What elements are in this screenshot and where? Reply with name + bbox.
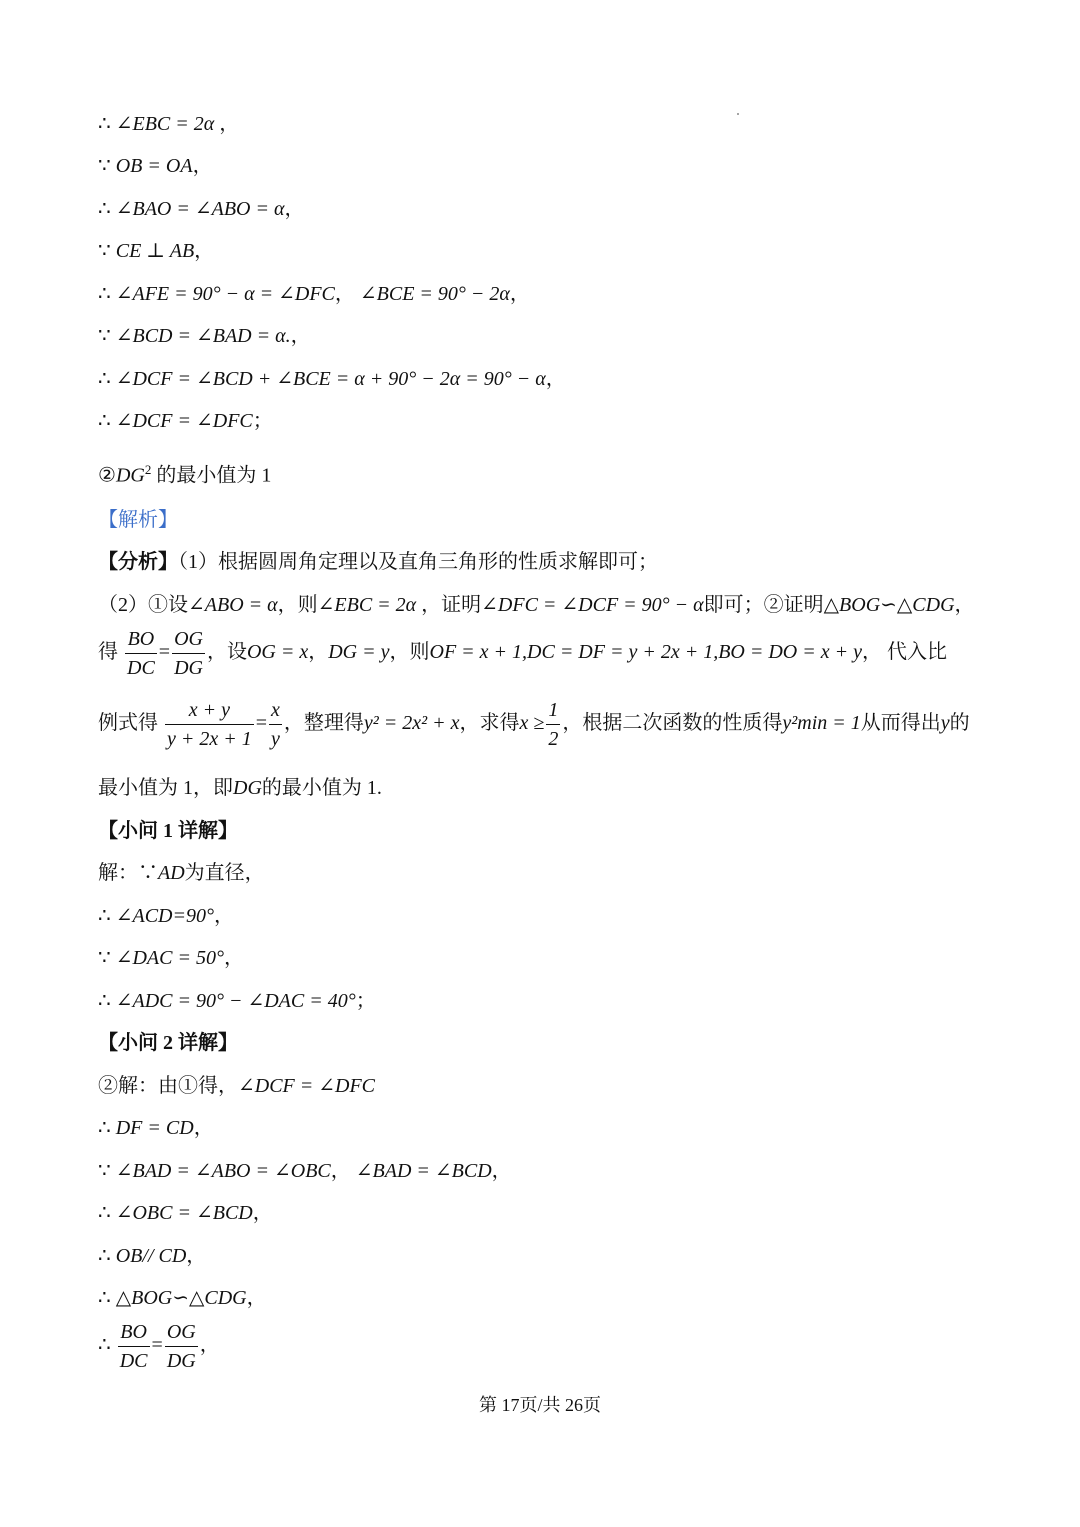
punct: ，	[194, 240, 215, 262]
text: 的	[949, 712, 970, 735]
math-expression: ∠BCE = 90° − 2α	[359, 283, 510, 305]
circled-number: ②	[98, 464, 116, 487]
punct: ；	[252, 410, 273, 432]
fraction-x-y	[269, 696, 282, 753]
text: ，求得	[459, 712, 520, 735]
text: ，证明	[416, 594, 482, 616]
because-symbol: ∵	[98, 325, 111, 347]
because-symbol: ∵	[98, 1160, 111, 1182]
numerator: OG	[172, 625, 205, 654]
fraction-og-dg	[172, 625, 205, 682]
text: 为直径，	[184, 862, 265, 884]
denominator: DC	[127, 657, 155, 679]
math-expression: OF = x + 1,DC = DF = y + 2x + 1,BO = DO = x + y	[429, 641, 862, 664]
analysis-line-5	[98, 774, 382, 802]
proof-line-7	[98, 365, 566, 393]
math-expression: ∠DAC = 50°	[115, 947, 224, 969]
math-expression: ∠EBC = 2α	[317, 594, 417, 616]
math-expression: ∠BAD = ∠ABO = ∠OBC	[115, 1160, 331, 1182]
punct: ，	[214, 113, 240, 135]
because-symbol: ∵	[98, 947, 111, 969]
jiexi-heading: 【解析】	[98, 509, 178, 531]
math-expression: ∠BCD = ∠BAD = α.	[115, 325, 291, 347]
q2-line-4	[98, 1199, 273, 1227]
q1-line-3	[98, 944, 244, 972]
text: （2）①设	[98, 594, 188, 616]
math-expression: △BOG∽△CDG	[115, 1287, 247, 1309]
math-expression: OG = x	[246, 641, 309, 664]
text: 从而得出	[860, 712, 941, 735]
text: ，	[308, 641, 329, 664]
punct: ，	[199, 1334, 220, 1357]
therefore-symbol: ∴	[98, 905, 111, 927]
therefore-symbol: ∴	[98, 198, 111, 220]
text: ，则	[277, 594, 318, 616]
denominator: y	[271, 728, 280, 750]
q2-heading: 【小问 2 详解】	[98, 1032, 238, 1054]
text: ，整理得	[283, 712, 364, 735]
math-expression: DG	[115, 464, 145, 487]
numerator: x	[269, 696, 282, 725]
therefore-symbol: ∴	[98, 283, 111, 305]
equals: =	[151, 1334, 163, 1357]
analysis-text: （1）根据圆周角定理以及直角三角形的性质求解即可；	[178, 551, 658, 573]
q1-heading: 【小问 1 详解】	[98, 820, 238, 842]
math-expression: y	[940, 712, 950, 735]
math-expression: ∠DFC = ∠DCF = 90° − α	[481, 594, 704, 616]
math-expression: ∠AFE = 90° − α = ∠DFC	[115, 283, 335, 305]
therefore-symbol: ∴	[98, 1287, 111, 1309]
answer-line	[98, 456, 271, 490]
math-expression: CE ⊥ AB	[115, 240, 195, 262]
math-expression: ∠BAO = ∠ABO = α	[115, 198, 285, 220]
text: ，根据二次函数的性质得	[562, 712, 783, 735]
page-footer: 第 17页/共 26页	[478, 1395, 601, 1415]
proof-line-4	[98, 237, 214, 265]
punct: ，	[330, 1160, 351, 1182]
q1-line-4	[98, 987, 376, 1015]
math-expression: ∠DCF = ∠DFC	[238, 1075, 376, 1097]
q2-line-3	[98, 1157, 512, 1185]
fraction-one-half	[546, 696, 560, 753]
therefore-symbol: ∴	[98, 1117, 111, 1139]
text: ，	[954, 594, 975, 616]
math-expression: ∠ABO = α	[188, 594, 278, 616]
math-expression: ∠OBC = ∠BCD	[115, 1202, 253, 1224]
analysis-line-1	[98, 548, 658, 576]
answer-text: 的最小值为 1	[151, 464, 272, 487]
q1-line-1	[98, 859, 265, 887]
punct: ，	[246, 1287, 267, 1309]
analysis-line-4	[98, 696, 970, 753]
denominator: 2	[548, 728, 559, 750]
math-expression: OB = OA	[115, 155, 193, 177]
punct: ，	[224, 947, 244, 969]
therefore-symbol: ∴	[98, 1202, 111, 1224]
math-expression: ∠ACD=90°	[115, 905, 214, 927]
q2-line-6	[98, 1284, 267, 1312]
q2-line-1	[98, 1072, 375, 1100]
q2-line-5	[98, 1242, 206, 1270]
math-expression: DG = y	[328, 641, 390, 664]
math-expression: x ≥	[519, 712, 545, 735]
math-expression: ∠DCF = ∠DFC	[115, 410, 253, 432]
math-expression: y²min = 1	[782, 712, 861, 735]
text: 解：∵	[98, 862, 158, 884]
proof-line-6	[98, 322, 311, 350]
therefore-symbol: ∴	[98, 990, 111, 1012]
numerator: OG	[165, 1318, 198, 1347]
math-expression: ∠DCF = ∠BCD + ∠BCE = α + 90° − 2α = 90° − α	[115, 368, 546, 390]
denominator: DG	[166, 1350, 196, 1372]
equals: =	[255, 712, 268, 735]
fraction-bo-dc	[125, 625, 157, 682]
punct: ，	[284, 198, 305, 220]
math-expression: OB// CD	[115, 1245, 187, 1267]
analysis-label: 【分析】	[98, 551, 178, 573]
denominator: DG	[174, 657, 203, 679]
fraction-bo-dc	[118, 1318, 150, 1375]
math-expression: ∠BAD = ∠BCD	[355, 1160, 492, 1182]
math-expression: ∠ADC = 90° − ∠DAC = 40°	[115, 990, 356, 1012]
text: ，设	[206, 641, 247, 664]
math-expression: DG	[233, 777, 262, 799]
math-expression: AD	[158, 862, 185, 884]
punct: ；	[355, 990, 376, 1012]
text: 的最小值为 1.	[261, 777, 382, 799]
math-expression: y² = 2x² + x	[363, 712, 460, 735]
proof-line-1	[98, 110, 239, 138]
punct: ，	[509, 283, 530, 305]
numerator: x + y	[165, 696, 254, 725]
because-symbol: ∵	[98, 155, 111, 177]
punct: ，	[545, 368, 566, 390]
equals: =	[158, 641, 171, 664]
proof-line-5	[98, 280, 530, 308]
numerator: BO	[125, 625, 157, 654]
punct: ，	[252, 1202, 273, 1224]
proof-line-8	[98, 407, 273, 435]
punct: ，	[193, 1117, 214, 1139]
punct: ，	[186, 1245, 207, 1267]
proof-line-2	[98, 152, 213, 180]
text: 得	[98, 641, 118, 664]
punct: ，	[214, 905, 234, 927]
therefore-symbol: ∴	[98, 410, 111, 432]
numerator: 1	[546, 696, 560, 725]
therefore-symbol: ∴	[98, 1334, 111, 1357]
q2-line-7	[98, 1318, 220, 1375]
text: 例式得	[98, 712, 158, 735]
math-expression: DF = CD	[115, 1117, 194, 1139]
math-expression: ∠EBC = 2α	[115, 113, 215, 135]
punct: ，	[334, 283, 355, 305]
therefore-symbol: ∴	[98, 368, 111, 390]
text: 最小值为 1，即	[98, 777, 233, 799]
because-symbol: ∵	[98, 240, 111, 262]
speck	[737, 113, 739, 115]
punct: ，	[192, 155, 213, 177]
q2-line-2	[98, 1114, 214, 1142]
punct: ，	[491, 1160, 512, 1182]
math-expression: △BOG∽△CDG	[823, 594, 955, 616]
text: ②解：由①得，	[98, 1075, 238, 1097]
analysis-line-2	[98, 591, 975, 619]
fraction-ratio	[165, 696, 254, 753]
text: 即可；②证明	[703, 594, 824, 616]
analysis-line-3	[98, 625, 947, 682]
denominator: y + 2x + 1	[167, 728, 252, 750]
superscript: 2	[144, 462, 152, 477]
numerator: BO	[118, 1318, 150, 1347]
text: ，则	[389, 641, 430, 664]
therefore-symbol: ∴	[98, 113, 111, 135]
q1-line-2	[98, 902, 234, 930]
fraction-og-dg	[165, 1318, 198, 1375]
punct: ，	[290, 325, 311, 347]
therefore-symbol: ∴	[98, 1245, 111, 1267]
text: ， 代入比	[862, 641, 947, 664]
proof-line-3	[98, 195, 305, 223]
denominator: DC	[119, 1350, 148, 1372]
